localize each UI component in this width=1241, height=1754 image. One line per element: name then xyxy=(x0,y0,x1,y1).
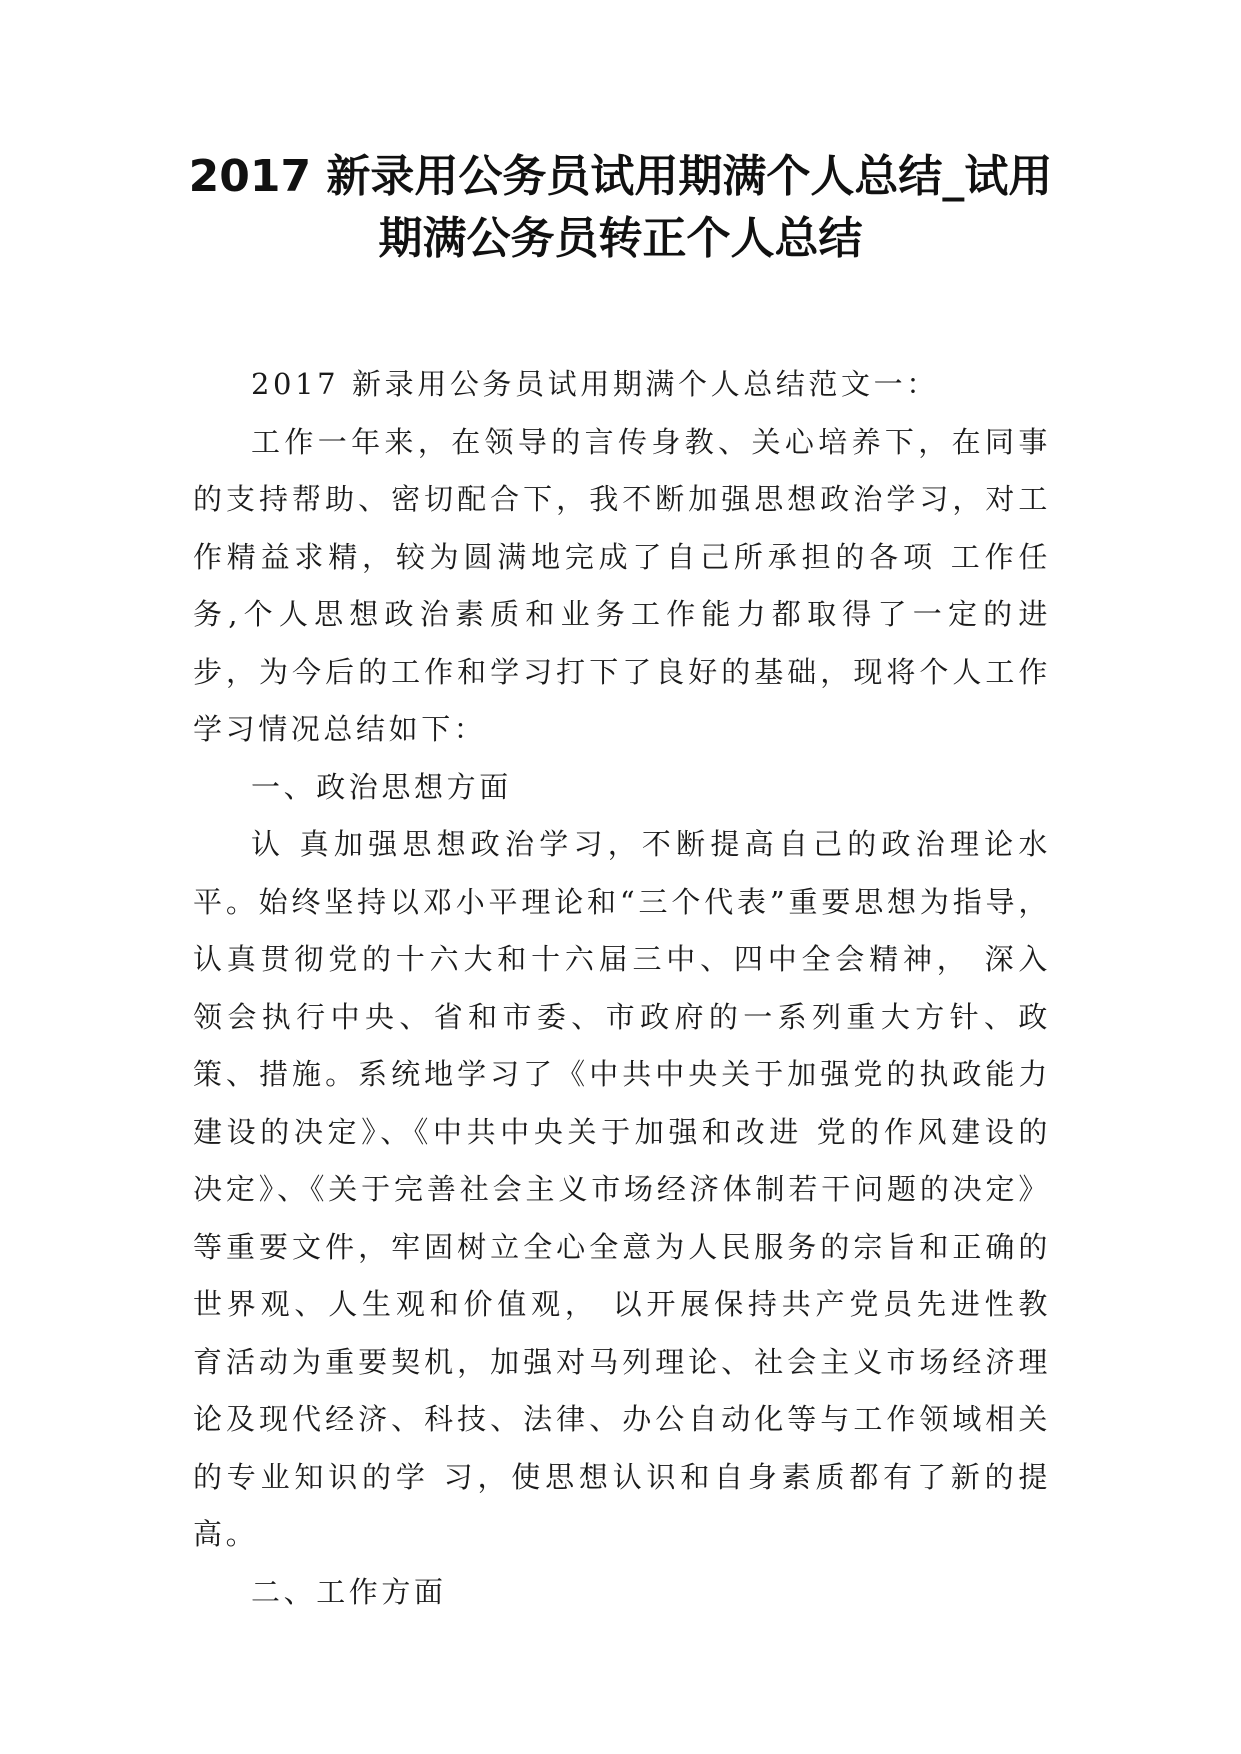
intro-paragraph: 工作一年来，在领导的言传身教、关心培养下，在同事的支持帮助、密切配合下，我不断加强思想政治学习，对工作精益求精，较为圆满地完成了自己所承担的各项 工作任务,个人思想政治素质和业务工作能力都取得了一定的进步，为今后的工作和学习打下了良好的基础，现将个人工作学习情况总结如下： xyxy=(193,424,1051,746)
title-line-1: 2017 新录用公务员试用期满个人总结_试用 xyxy=(188,151,1053,202)
section-heading-work: 二、工作方面 xyxy=(251,1574,447,1609)
politics-paragraph: 认 真加强思想政治学习，不断提高自己的政治理论水平。始终坚持以邓小平理论和“三个代表”重要思想为指导，认真贯彻党的十六大和十六届三中、四中全会精神， 深入领会执行中央、省和市委、市政府的一系列重大方针、政策、措施。系统地学习了《中共中央关于加强党的执政能力建设的决定》、《中共中央关于加强和改进 党的作风建设的决定》、《关于完善社会主义市场经济体制若干问题的决定》等重要文件，牢固树立全心全意为人民服务的宗旨和正确的世界观、人生观和价值观， 以开展保持共产党员先进性教育活动为重要契机，加强对马列理论、社会主义市场经济理论及现代经济、科技、法律、办公自动化等与工作领域相关的专业知识的学 习，使思想认识和自身素质都有了新的提高。 xyxy=(193,827,1051,1551)
title-line-2: 期满公务员转正个人总结 xyxy=(378,213,863,264)
section-heading-politics: 一、政治思想方面 xyxy=(251,769,512,804)
document-title xyxy=(150,146,1091,270)
section-intro-heading: 2017 新录用公务员试用期满个人总结范文一： xyxy=(251,367,939,401)
document-body xyxy=(193,356,1051,1621)
